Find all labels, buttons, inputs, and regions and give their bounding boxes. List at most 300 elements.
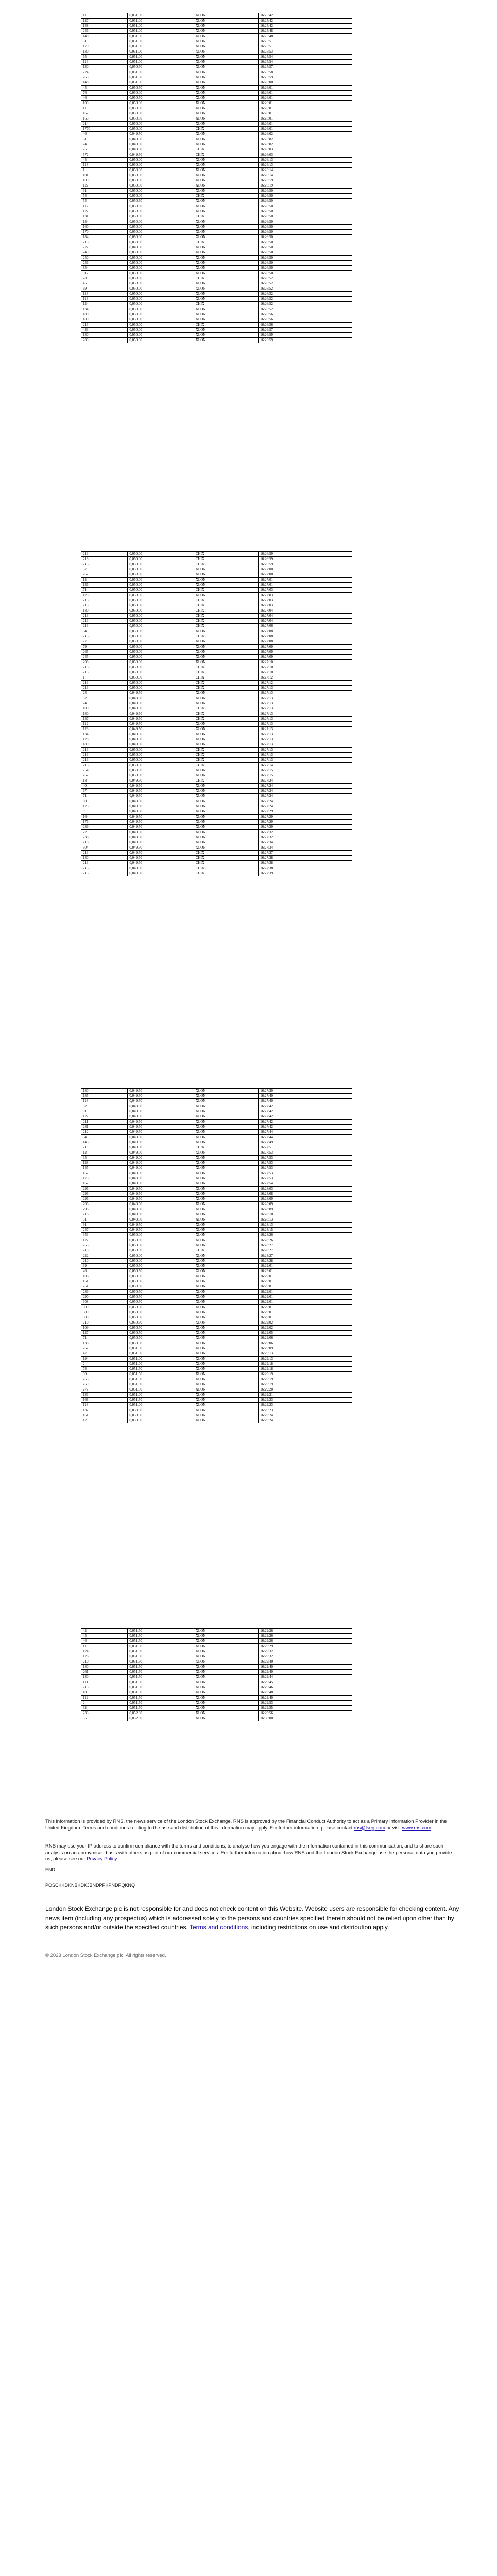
price-cell: 0,050.00	[128, 598, 194, 603]
venue-cell: XLON	[194, 830, 258, 835]
rns-disclaimer: This information is provided by RNS, the news service of the London Stock Exchange. RNS is approved by the Financial Conduct Authority to act as a Primary Information Provider in the United Kingdom. Terms and conditions relating to the use and distribution of this information may apply. For further information, please contact rns@lseg.com or visit www.rns.com.	[45, 1819, 447, 1831]
volume-cell: 2	[81, 1701, 128, 1706]
venue-cell: XLON	[194, 815, 258, 820]
volume-cell: 118	[81, 1644, 128, 1649]
privacy-policy-link[interactable]: Privacy Policy	[87, 1856, 117, 1862]
table-row	[81, 111, 352, 116]
volume-cell: 101	[81, 173, 128, 178]
price-cell: 0,051.50	[128, 1639, 194, 1644]
price-cell: 0,050.00	[128, 552, 194, 557]
table-row	[81, 763, 352, 768]
price-cell: 0,049.50	[128, 1104, 194, 1109]
price-cell: 0,050.50	[128, 1274, 194, 1279]
venue-cell: XLON	[194, 629, 258, 634]
venue-cell: XLON	[194, 1659, 258, 1665]
venue-cell: XLON	[194, 137, 258, 142]
price-cell: 0,050.00	[128, 302, 194, 307]
volume-cell: 132	[81, 1408, 128, 1413]
time-cell: 16:26:19	[259, 178, 352, 183]
price-cell: 0,049.50	[128, 737, 194, 742]
volume-cell: 180	[81, 1665, 128, 1670]
volume-cell: 304	[81, 845, 128, 851]
table-row	[81, 645, 352, 650]
time-cell: 16:27:15	[259, 773, 352, 778]
time-cell: 16:29:56	[259, 1711, 352, 1716]
time-cell: 16:29:01	[259, 1264, 352, 1269]
volume-cell: 213	[81, 851, 128, 856]
time-cell: 16:27:24	[259, 794, 352, 799]
time-cell: 16:29:26	[259, 1634, 352, 1639]
volume-cell: 118	[81, 1099, 128, 1104]
table-row	[81, 608, 352, 614]
volume-cell: 213	[81, 624, 128, 629]
volume-cell: 238	[81, 835, 128, 840]
venue-cell: XLON	[194, 794, 258, 799]
venue-cell: XLON	[194, 572, 258, 578]
table-row	[81, 1089, 352, 1094]
time-cell: 16:28:09	[259, 1202, 352, 1207]
price-cell: 0,049.50	[128, 1202, 194, 1207]
time-cell: 16:28:09	[259, 1197, 352, 1202]
price-cell: 0,051.50	[128, 1701, 194, 1706]
time-cell: 16:27:13	[259, 753, 352, 758]
time-cell: 16:29:01	[259, 1279, 352, 1284]
time-cell: 16:29:23	[259, 1403, 352, 1408]
volume-cell: 118	[81, 292, 128, 297]
price-cell: 0,051.00	[128, 60, 194, 65]
table-row	[81, 1295, 352, 1300]
time-cell: 16:27:13	[259, 706, 352, 711]
venue-cell: XLON	[194, 19, 258, 24]
price-cell: 0,049.50	[128, 851, 194, 856]
volume-cell: 35	[81, 1716, 128, 1721]
table-row	[81, 830, 352, 835]
table-row	[81, 778, 352, 784]
volume-cell: 296	[81, 1207, 128, 1212]
price-cell: 0,051.50	[128, 1367, 194, 1372]
time-cell: 16:27:08	[259, 639, 352, 645]
table-row	[81, 1398, 352, 1403]
table-row	[81, 271, 352, 276]
venue-cell: XLON	[194, 737, 258, 742]
volume-cell: 148	[81, 80, 128, 86]
price-cell: 0,050.00	[128, 665, 194, 670]
rns-website-link[interactable]: www.rns.com	[402, 1825, 432, 1831]
venue-cell: XLON	[194, 96, 258, 101]
venue-cell: XLON	[194, 1150, 258, 1156]
volume-cell: 245	[81, 655, 128, 660]
venue-cell: XLON	[194, 75, 258, 80]
table-row	[81, 230, 352, 235]
price-cell: 0,050.00	[128, 250, 194, 256]
volume-cell: 134	[81, 307, 128, 312]
time-cell: 16:29:26	[259, 1629, 352, 1634]
time-cell: 16:29:01	[259, 1315, 352, 1320]
price-cell: 0,050.00	[128, 194, 194, 199]
time-cell: 16:28:13	[259, 1217, 352, 1223]
venue-cell: XLON	[194, 696, 258, 701]
volume-cell: 46	[81, 1269, 128, 1274]
volume-cell: 37	[81, 567, 128, 572]
time-cell: 16:27:13	[259, 727, 352, 732]
venue-cell: XLON	[194, 650, 258, 655]
volume-cell: 309	[81, 1305, 128, 1310]
venue-cell: XLON	[194, 29, 258, 34]
time-cell: 16:29:40	[259, 1665, 352, 1670]
volume-cell: 265	[81, 75, 128, 80]
volume-cell: 34	[81, 629, 128, 634]
price-cell: 0,050.00	[128, 225, 194, 230]
time-cell: 16:29:02	[259, 1320, 352, 1326]
table-row	[81, 240, 352, 245]
price-cell: 0,049.50	[128, 1228, 194, 1233]
time-cell: 16:25:57	[259, 65, 352, 70]
table-row	[81, 1331, 352, 1336]
table-row	[81, 214, 352, 219]
volume-cell: 131	[81, 214, 128, 219]
price-cell: 0,050.00	[128, 297, 194, 302]
volume-cell: 71	[81, 588, 128, 593]
table-row	[81, 127, 352, 132]
volume-cell: 90	[81, 1372, 128, 1377]
time-cell: 16:28:03	[259, 1187, 352, 1192]
time-cell: 16:27:44	[259, 1135, 352, 1140]
time-cell: 16:26:13	[259, 158, 352, 163]
time-cell: 16:27:03	[259, 603, 352, 608]
volume-cell: 118	[81, 297, 128, 302]
venue-cell: CHIX	[194, 871, 258, 876]
volume-cell: 32	[81, 1706, 128, 1711]
volume-cell: 246	[81, 29, 128, 34]
table-row	[81, 1279, 352, 1284]
volume-cell: 173	[81, 1176, 128, 1181]
volume-cell: 1	[81, 675, 128, 681]
table-row	[81, 1413, 352, 1418]
table-row	[81, 1305, 352, 1310]
venue-cell: CHIX	[194, 276, 258, 281]
volume-cell: 180	[81, 1089, 128, 1094]
volume-cell: 39	[81, 1264, 128, 1269]
time-cell: 16:27:13	[259, 742, 352, 748]
price-cell: 0,050.00	[128, 608, 194, 614]
table-row	[81, 1310, 352, 1315]
venue-cell: XLON	[194, 1243, 258, 1248]
venue-cell: XLON	[194, 1418, 258, 1423]
volume-cell: 210	[81, 1259, 128, 1264]
table-row	[81, 1403, 352, 1408]
price-cell: 0,050.00	[128, 163, 194, 168]
venue-cell: CHIX	[194, 152, 258, 158]
table-row	[81, 122, 352, 127]
price-cell: 0,050.50	[128, 1315, 194, 1320]
time-cell: 16:26:50	[259, 199, 352, 204]
venue-cell: CHIX	[194, 866, 258, 871]
venue-cell: XLON	[194, 101, 258, 106]
price-cell: 0,050.50	[128, 1331, 194, 1336]
terms-link[interactable]: Terms and conditions	[189, 1924, 248, 1931]
venue-cell: XLON	[194, 281, 258, 286]
table-row	[81, 235, 352, 240]
volume-cell: 213	[81, 240, 128, 245]
venue-cell: XLON	[194, 1341, 258, 1346]
venue-cell: XLON	[194, 13, 258, 19]
venue-cell: XLON	[194, 250, 258, 256]
venue-cell: XLON	[194, 317, 258, 323]
price-cell: 0,049.50	[128, 1135, 194, 1140]
venue-cell: XLON	[194, 722, 258, 727]
price-cell: 0,049.50	[128, 696, 194, 701]
table-row	[81, 660, 352, 665]
venue-cell: CHIX	[194, 619, 258, 624]
table-row	[81, 1253, 352, 1259]
price-cell: 0,050.00	[128, 204, 194, 209]
price-cell: 0,050.00	[128, 323, 194, 328]
price-cell: 0,051.00	[128, 1346, 194, 1351]
price-cell: 0,049.50	[128, 809, 194, 815]
table-row	[81, 91, 352, 96]
price-cell: 0,049.00	[128, 1171, 194, 1176]
volume-cell: 265	[81, 1377, 128, 1382]
table-row	[81, 1161, 352, 1166]
time-cell: 16:27:29	[259, 809, 352, 815]
price-cell: 0,049.00	[128, 1166, 194, 1171]
venue-cell: XLON	[194, 1649, 258, 1654]
price-cell: 0,050.00	[128, 639, 194, 645]
price-cell: 0,049.50	[128, 1207, 194, 1212]
venue-cell: XLON	[194, 773, 258, 778]
table-row	[81, 39, 352, 44]
price-cell: 0,051.50	[128, 1644, 194, 1649]
price-cell: 0,049.50	[128, 1094, 194, 1099]
volume-cell: 261	[81, 1284, 128, 1290]
volume-cell: 180	[81, 742, 128, 748]
venue-cell: XLON	[194, 235, 258, 240]
table-row	[81, 871, 352, 876]
table-row	[81, 333, 352, 338]
time-cell: 16:27:53	[259, 1166, 352, 1171]
time-cell: 16:27:42	[259, 1125, 352, 1130]
price-cell: 0,051.00	[128, 49, 194, 55]
price-cell: 0,050.50	[128, 1264, 194, 1269]
time-cell: 16:27:13	[259, 711, 352, 717]
volume-cell: 134	[81, 732, 128, 737]
time-cell: 16:25:54	[259, 55, 352, 60]
time-cell: 16:25:58	[259, 70, 352, 75]
volume-cell: 148	[81, 34, 128, 39]
price-cell: 0,050.00	[128, 281, 194, 286]
time-cell: 16:26:52	[259, 297, 352, 302]
table-row	[81, 256, 352, 261]
price-cell: 0,050.00	[128, 307, 194, 312]
table-row	[81, 86, 352, 91]
volume-cell: 281	[81, 1125, 128, 1130]
volume-cell: 309	[81, 1310, 128, 1315]
time-cell: 16:26:01	[259, 86, 352, 91]
table-row	[81, 773, 352, 778]
table-row	[81, 297, 352, 302]
volume-cell: 109	[81, 178, 128, 183]
table-row	[81, 70, 352, 75]
volume-cell: 122	[81, 209, 128, 214]
venue-cell: XLON	[194, 49, 258, 55]
venue-cell: XLON	[194, 1665, 258, 1670]
rns-email-link[interactable]: rns@lseg.com	[354, 1825, 385, 1831]
time-cell: 16:28:28	[259, 1259, 352, 1264]
time-cell: 16:29:13	[259, 1351, 352, 1357]
volume-cell: 45	[81, 1634, 128, 1639]
time-cell: 16:29:01	[259, 1290, 352, 1295]
time-cell: 16:29:32	[259, 1654, 352, 1659]
volume-cell: 40	[81, 784, 128, 789]
table-row	[81, 1104, 352, 1109]
venue-cell: CHIX	[194, 562, 258, 567]
time-cell: 16:27:34	[259, 840, 352, 845]
time-cell: 16:29:53	[259, 1701, 352, 1706]
time-cell: 16:26:56	[259, 317, 352, 323]
venue-cell: XLON	[194, 1398, 258, 1403]
price-cell: 0,050.00	[128, 1253, 194, 1259]
time-cell: 16:29:26	[259, 1639, 352, 1644]
venue-cell: XLON	[194, 1176, 258, 1181]
table-row	[81, 250, 352, 256]
time-cell: 16:26:56	[259, 323, 352, 328]
price-cell: 0,050.00	[128, 1243, 194, 1248]
venue-cell: XLON	[194, 1357, 258, 1362]
time-cell: 16:29:20	[259, 1387, 352, 1393]
table-row	[81, 1377, 352, 1382]
table-row	[81, 1171, 352, 1176]
time-cell: 16:27:40	[259, 1099, 352, 1104]
venue-cell: XLON	[194, 1253, 258, 1259]
venue-cell: XLON	[194, 1300, 258, 1305]
table-row	[81, 1274, 352, 1279]
time-cell: 16:29:19	[259, 1377, 352, 1382]
time-cell: 16:26:52	[259, 286, 352, 292]
price-cell: 0,050.00	[128, 189, 194, 194]
table-row	[81, 1192, 352, 1197]
volume-cell: 213	[81, 670, 128, 675]
venue-cell: XLON	[194, 44, 258, 49]
volume-cell: 267	[81, 572, 128, 578]
table-row	[81, 675, 352, 681]
price-cell: 0,049.50	[128, 1125, 194, 1130]
table-row	[81, 1629, 352, 1634]
venue-cell: XLON	[194, 209, 258, 214]
price-cell: 0,050.00	[128, 572, 194, 578]
time-cell: 16:29:19	[259, 1382, 352, 1387]
price-cell: 0,051.00	[128, 39, 194, 44]
time-cell: 16:29:55	[259, 1706, 352, 1711]
venue-cell: XLON	[194, 219, 258, 225]
table-row	[81, 1284, 352, 1290]
venue-cell: CHIX	[194, 302, 258, 307]
price-cell: 0,050.00	[128, 127, 194, 132]
venue-cell: CHIX	[194, 778, 258, 784]
volume-cell: 54	[81, 1135, 128, 1140]
venue-cell: XLON	[194, 1362, 258, 1367]
volume-cell: 136	[81, 583, 128, 588]
venue-cell: XLON	[194, 1320, 258, 1326]
price-cell: 0,050.00	[128, 1248, 194, 1253]
table-row	[81, 1228, 352, 1233]
volume-cell: 256	[81, 261, 128, 266]
venue-cell: XLON	[194, 1187, 258, 1192]
time-cell: 16:27:13	[259, 696, 352, 701]
volume-cell: 118	[81, 13, 128, 19]
table-row	[81, 845, 352, 851]
venue-cell: CHIX	[194, 686, 258, 691]
table-row	[81, 1315, 352, 1320]
volume-cell: 213	[81, 614, 128, 619]
price-cell: 0,051.50	[128, 1372, 194, 1377]
venue-cell: XLON	[194, 1120, 258, 1125]
venue-cell: XLON	[194, 1377, 258, 1382]
venue-cell: CHIX	[194, 758, 258, 763]
table-row	[81, 578, 352, 583]
price-cell: 0,049.50	[128, 784, 194, 789]
time-cell: 16:27:14	[259, 763, 352, 768]
table-row	[81, 820, 352, 825]
venue-cell: CHIX	[194, 214, 258, 219]
price-cell: 0,050.50	[128, 1336, 194, 1341]
time-cell: 16:26:03	[259, 147, 352, 152]
price-cell: 0,051.50	[128, 1680, 194, 1685]
venue-cell: XLON	[194, 578, 258, 583]
volume-cell: 100	[81, 101, 128, 106]
table-row	[81, 1176, 352, 1181]
table-row	[81, 1670, 352, 1675]
venue-cell: XLON	[194, 183, 258, 189]
price-cell: 0,050.00	[128, 230, 194, 235]
volume-cell: 130	[81, 65, 128, 70]
volume-cell: 124	[81, 302, 128, 307]
table-row	[81, 1114, 352, 1120]
price-cell: 0,051.50	[128, 1649, 194, 1654]
table-row	[81, 1197, 352, 1202]
rns-privacy-notice: RNS may use your IP address to confirm compliance with the terms and conditions, to analyse how you engage with the information contained in this communication, and to share such analysis on an anonymised basis with others as part of our commercial services. For further information about how RNS and the London Stock Exchange use the personal data you provide us, please see our Privacy Policy.	[45, 1843, 452, 1862]
table-row	[81, 1711, 352, 1716]
price-cell: 0,050.00	[128, 183, 194, 189]
table-row	[81, 204, 352, 209]
volume-cell: 308	[81, 1300, 128, 1305]
table-row	[81, 75, 352, 80]
price-cell: 0,050.50	[128, 1290, 194, 1295]
price-cell: 0,050.00	[128, 328, 194, 333]
price-cell: 0,049.50	[128, 794, 194, 799]
time-cell: 16:28:15	[259, 1228, 352, 1233]
time-cell: 16:25:51	[259, 39, 352, 44]
venue-cell: CHIX	[194, 856, 258, 861]
table-row	[81, 152, 352, 158]
volume-cell: 79	[81, 645, 128, 650]
venue-cell: XLON	[194, 70, 258, 75]
table-row	[81, 1326, 352, 1331]
price-cell: 0,051.00	[128, 1382, 194, 1387]
venue-cell: XLON	[194, 225, 258, 230]
time-cell: 16:29:02	[259, 1326, 352, 1331]
venue-cell: XLON	[194, 660, 258, 665]
volume-cell: 118	[81, 1403, 128, 1408]
table-row	[81, 1408, 352, 1413]
venue-cell: CHIX	[194, 717, 258, 722]
time-cell: 16:27:37	[259, 851, 352, 856]
volume-cell: 127	[81, 1331, 128, 1336]
price-cell: 0,050.00	[128, 593, 194, 598]
price-cell: 0,050.00	[128, 629, 194, 634]
price-cell: 0,051.50	[128, 1659, 194, 1665]
table-row	[81, 1382, 352, 1387]
table-row	[81, 722, 352, 727]
